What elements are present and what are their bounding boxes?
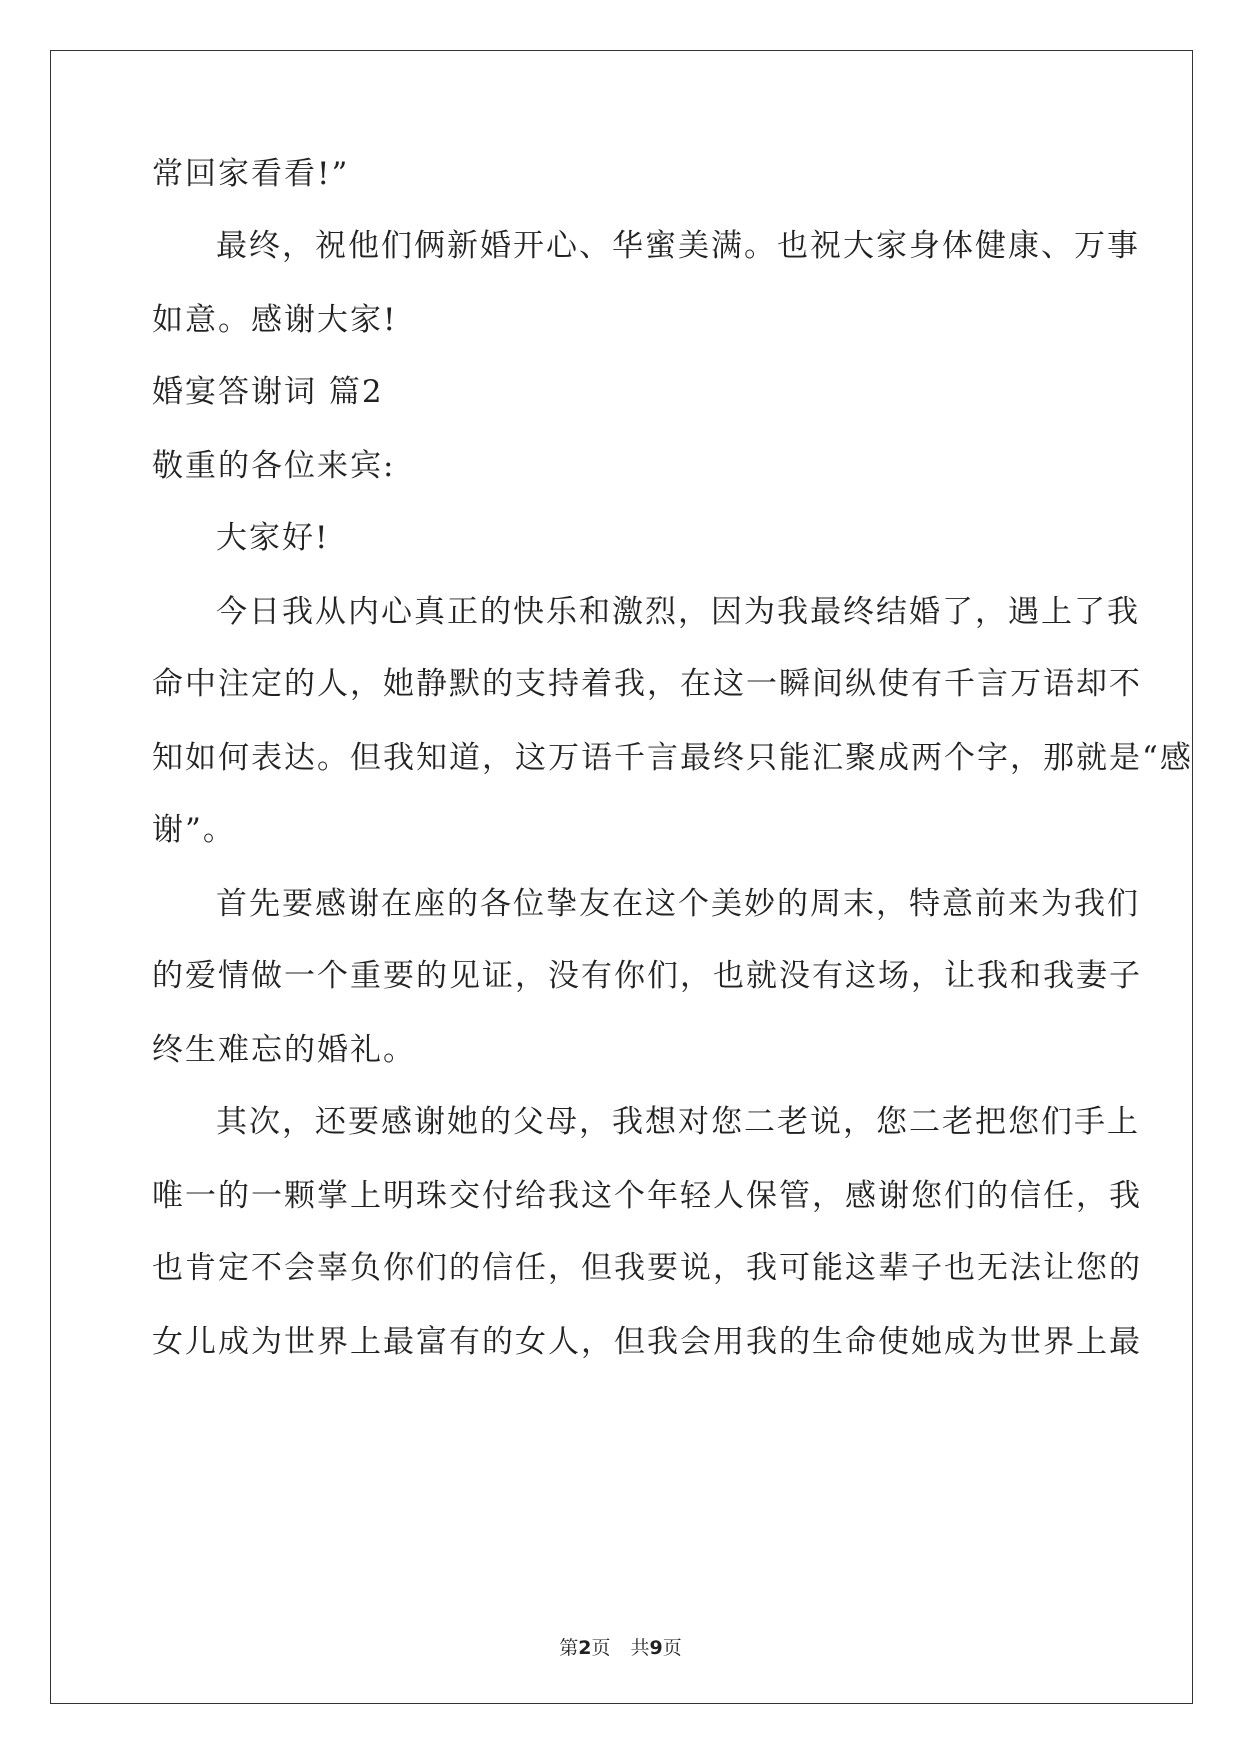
text-line: 首先要感谢在座的各位挚友在这个美妙的周末，特意前来为我们 <box>216 886 1140 922</box>
text-line: 大家好! <box>216 520 330 556</box>
salutation: 敬重的各位来宾: <box>152 448 396 484</box>
text-line: 命中注定的人，她静默的支持着我，在这一瞬间纵使有千言万语却不 <box>152 666 1142 702</box>
text-line: 的爱情做一个重要的见证，没有你们，也就没有这场，让我和我妻子 <box>152 958 1142 994</box>
text-line: 如意。感谢大家! <box>152 302 398 338</box>
text-line: 知如何表达。但我知道，这万语千言最终只能汇聚成两个字，那就是“感 <box>152 740 1193 776</box>
text-line: 谢”。 <box>152 812 236 848</box>
text-line: 唯一的一颗掌上明珠交付给我这个年轻人保管，感谢您们的信任，我 <box>152 1178 1142 1214</box>
page-number: 第2页 <box>559 1637 611 1659</box>
page-border <box>50 50 1193 1704</box>
text-line: 今日我从内心真正的快乐和激烈，因为我最终结婚了，遇上了我 <box>216 594 1140 630</box>
section-heading: 婚宴答谢词 篇2 <box>152 374 384 410</box>
text-line: 也肯定不会辜负你们的信任，但我要说，我可能这辈子也无法让您的 <box>152 1250 1142 1286</box>
text-line: 其次，还要感谢她的父母，我想对您二老说，您二老把您们手上 <box>216 1104 1140 1140</box>
text-line: 最终，祝他们俩新婚开心、华蜜美满。也祝大家身体健康、万事 <box>216 228 1140 264</box>
text-line: 常回家看看!” <box>152 156 350 192</box>
page-footer <box>0 1636 1241 1660</box>
text-line: 女儿成为世界上最富有的女人，但我会用我的生命使她成为世界上最 <box>152 1324 1142 1360</box>
page-total: 共9页 <box>630 1637 682 1659</box>
text-line: 终生难忘的婚礼。 <box>152 1032 416 1068</box>
